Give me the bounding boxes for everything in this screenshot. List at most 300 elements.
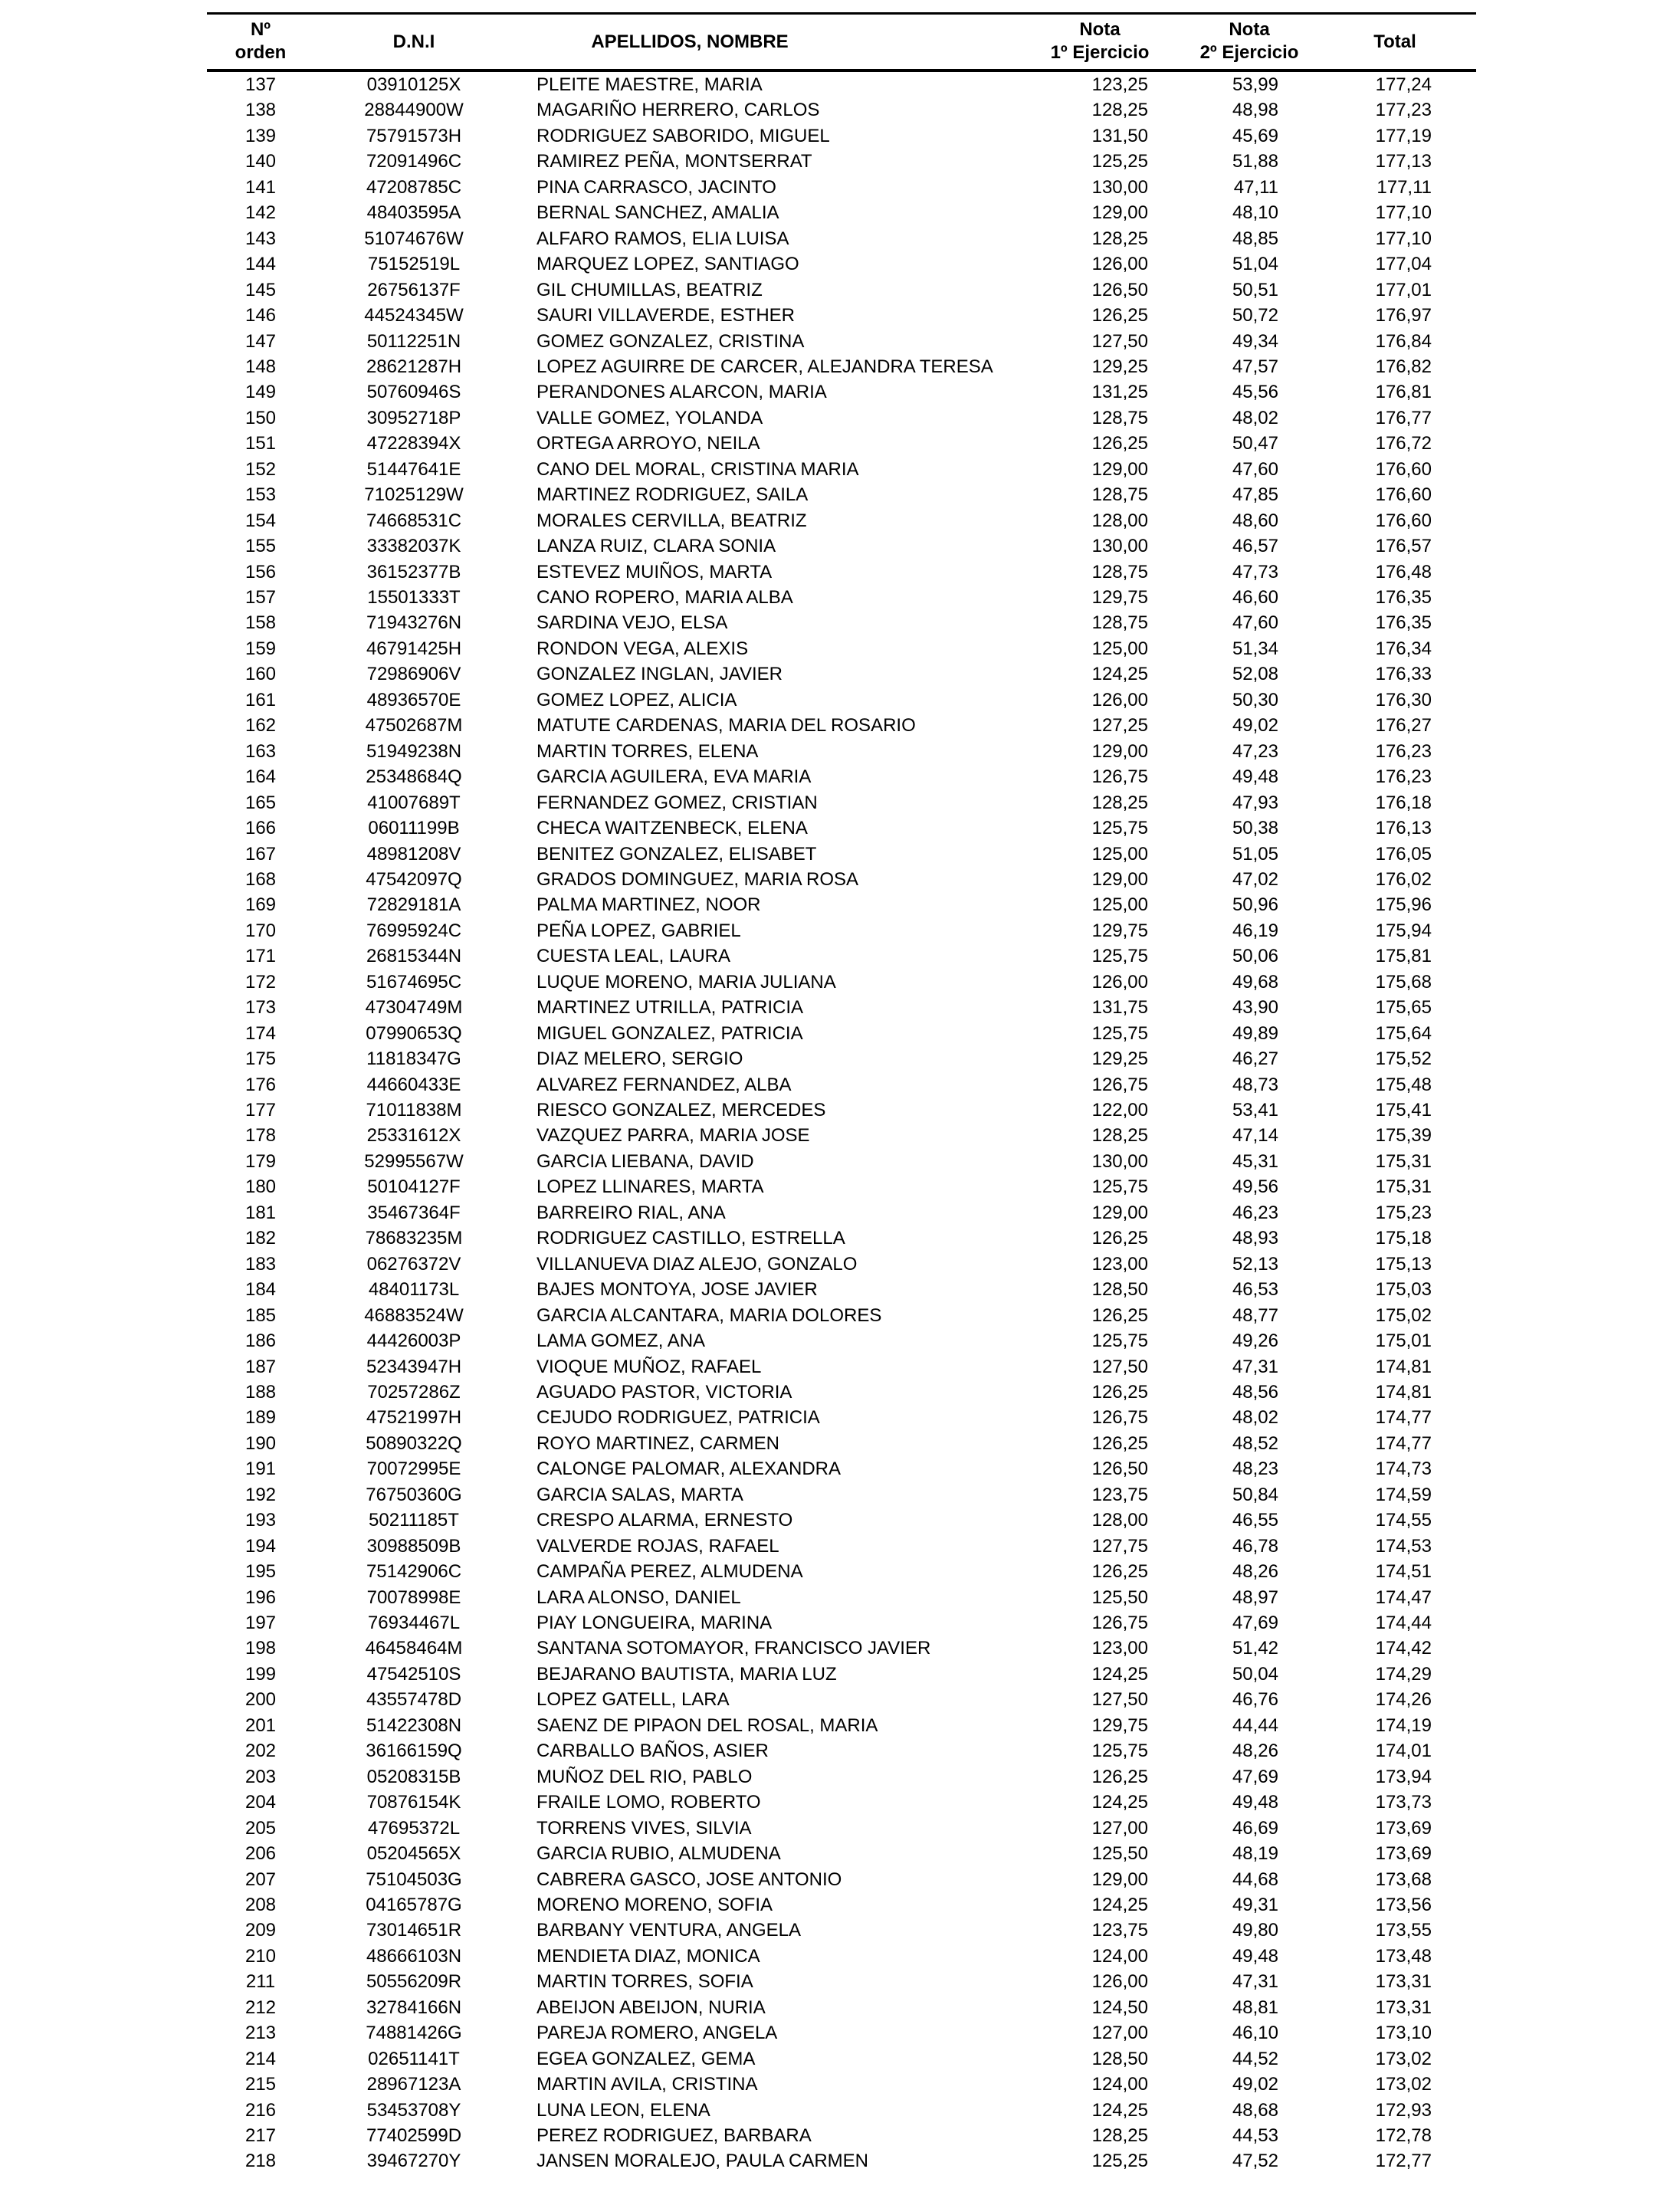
nota2-cell: 47,69 (1232, 1766, 1278, 1787)
nota1-cell: 126,25 (1091, 1432, 1148, 1454)
dni-cell: 33382037K (366, 536, 461, 557)
dni-cell: 47228394X (366, 433, 461, 454)
nota1-cell: 128,00 (1091, 1510, 1148, 1531)
nota1-cell: 125,75 (1091, 818, 1148, 839)
total-cell: 173,94 (1375, 1766, 1432, 1787)
nota2-cell: 47,31 (1232, 1971, 1278, 1993)
nota1-cell: 125,75 (1091, 1741, 1148, 1762)
total-cell: 175,94 (1375, 920, 1432, 941)
total-cell: 177,13 (1375, 151, 1432, 172)
total-cell: 176,60 (1375, 484, 1432, 506)
name-cell: GRADOS DOMINGUEZ, MARIA ROSA (536, 868, 859, 890)
name-cell: GARCIA AGUILERA, EVA MARIA (536, 766, 812, 788)
dni-cell: 28967123A (366, 2074, 461, 2095)
orden-cell: 211 (245, 1971, 276, 1993)
dni-cell: 07990653Q (366, 1022, 462, 1044)
total-cell: 176,81 (1375, 382, 1432, 403)
header-total: Total (1373, 31, 1416, 52)
table-row (0, 1969, 1680, 1994)
dni-cell: 74881426G (366, 2023, 462, 2044)
orden-cell: 190 (244, 1432, 277, 1454)
total-cell: 173,48 (1375, 1945, 1432, 1967)
total-cell: 175,02 (1375, 1304, 1432, 1326)
nota1-cell: 129,00 (1091, 740, 1148, 762)
name-cell: BARREIRO RIAL, ANA (536, 1202, 726, 1223)
dni-cell: 30988509B (366, 1535, 461, 1557)
total-cell: 176,82 (1375, 356, 1432, 377)
nota2-cell: 49,48 (1232, 766, 1278, 788)
name-cell: ALVAREZ FERNANDEZ, ALBA (536, 1074, 792, 1095)
nota1-cell: 127,00 (1091, 1817, 1148, 1839)
name-cell: LOPEZ LLINARES, MARTA (536, 1176, 764, 1198)
orden-cell: 194 (244, 1535, 277, 1557)
dni-cell: 44426003P (366, 1330, 461, 1352)
table-row (0, 1892, 1680, 1918)
total-cell: 174,77 (1375, 1407, 1432, 1429)
orden-cell: 192 (244, 1484, 277, 1505)
nota1-cell: 126,00 (1091, 689, 1148, 710)
name-cell: BENITEZ GONZALEZ, ELISABET (536, 843, 817, 865)
nota2-cell: 49,31 (1232, 1894, 1278, 1915)
nota1-cell: 129,25 (1091, 356, 1148, 377)
name-cell: RODRIGUEZ SABORIDO, MIGUEL (536, 125, 830, 146)
nota1-cell: 124,25 (1091, 1792, 1148, 1813)
orden-cell: 196 (244, 1586, 277, 1608)
nota2-cell: 47,23 (1232, 740, 1278, 762)
orden-cell: 174 (244, 1022, 277, 1044)
nota1-cell: 126,25 (1091, 1304, 1148, 1326)
table-row (0, 1636, 1680, 1661)
name-cell: GOMEZ LOPEZ, ALICIA (536, 689, 737, 710)
dni-cell: 74668531C (366, 510, 462, 531)
nota1-cell: 123,25 (1091, 74, 1148, 95)
nota2-cell: 44,53 (1232, 2125, 1278, 2146)
nota2-cell: 48,77 (1232, 1304, 1278, 1326)
nota2-cell: 48,23 (1232, 1458, 1278, 1480)
nota1-cell: 125,75 (1091, 946, 1148, 967)
dni-cell: 44660433E (366, 1074, 461, 1095)
dni-cell: 48403595A (366, 202, 461, 224)
orden-cell: 179 (244, 1150, 277, 1172)
total-cell: 173,31 (1375, 1971, 1432, 1993)
orden-cell: 169 (244, 894, 277, 916)
nota1-cell: 126,25 (1091, 1228, 1148, 1249)
nota1-cell: 124,25 (1091, 1663, 1148, 1685)
dni-cell: 25331612X (366, 1125, 461, 1147)
dni-cell: 46883524W (364, 1304, 464, 1326)
nota2-cell: 46,23 (1232, 1202, 1278, 1223)
dni-cell: 72829181A (366, 894, 461, 916)
name-cell: LOPEZ GATELL, LARA (536, 1689, 730, 1711)
orden-cell: 147 (244, 330, 277, 352)
total-cell: 173,56 (1375, 1894, 1432, 1915)
dni-cell: 70876154K (366, 1792, 461, 1813)
dni-cell: 06276372V (366, 1253, 461, 1275)
table-row (0, 2046, 1680, 2072)
total-cell: 172,78 (1375, 2125, 1432, 2146)
total-cell: 177,10 (1375, 228, 1432, 249)
name-cell: CANO ROPERO, MARIA ALBA (536, 587, 793, 608)
orden-cell: 215 (244, 2074, 277, 2095)
nota2-cell: 52,13 (1232, 1253, 1278, 1275)
nota1-cell: 126,75 (1091, 1613, 1148, 1633)
total-cell: 176,72 (1375, 433, 1432, 454)
nota1-cell: 126,75 (1091, 1074, 1148, 1095)
nota2-cell: 45,31 (1232, 1150, 1278, 1172)
header-orden (222, 18, 299, 64)
orden-cell: 204 (244, 1792, 277, 1813)
name-cell: GARCIA ALCANTARA, MARIA DOLORES (536, 1304, 882, 1326)
header-nombre: APELLIDOS, NOMBRE (591, 31, 789, 52)
nota2-cell: 47,14 (1232, 1125, 1278, 1147)
orden-cell: 191 (244, 1458, 277, 1480)
nota1-cell: 128,25 (1091, 1125, 1148, 1147)
dni-cell: 78683235M (365, 1228, 463, 1249)
nota1-cell: 130,00 (1091, 536, 1148, 557)
total-cell: 176,97 (1375, 305, 1432, 326)
total-cell: 175,48 (1375, 1074, 1432, 1095)
table-row (0, 764, 1680, 789)
nota2-cell: 48,97 (1232, 1586, 1278, 1608)
name-cell: MIGUEL GONZALEZ, PATRICIA (536, 1022, 803, 1044)
orden-cell: 150 (244, 407, 277, 428)
orden-cell: 206 (244, 1843, 277, 1865)
total-cell: 175,65 (1375, 997, 1432, 1019)
total-cell: 175,23 (1375, 1202, 1432, 1223)
table-row (0, 329, 1680, 354)
nota1-cell: 126,25 (1091, 1766, 1148, 1787)
name-cell: LANZA RUIZ, CLARA SONIA (536, 536, 776, 557)
dni-cell: 76995924C (366, 920, 462, 941)
name-cell: RIESCO GONZALEZ, MERCEDES (536, 1100, 826, 1120)
total-cell: 176,02 (1375, 868, 1432, 890)
total-cell: 174,42 (1375, 1638, 1432, 1659)
orden-cell: 173 (244, 997, 277, 1019)
nota1-cell: 128,00 (1091, 510, 1148, 531)
name-cell: PINA CARRASCO, JACINTO (536, 176, 776, 198)
orden-cell: 186 (244, 1330, 277, 1352)
nota2-cell: 44,52 (1232, 2048, 1278, 2069)
nota2-cell: 49,48 (1232, 1945, 1278, 1967)
nota1-cell: 125,75 (1091, 1330, 1148, 1352)
nota2-cell: 46,55 (1232, 1510, 1278, 1531)
name-cell: SARDINA VEJO, ELSA (536, 612, 728, 634)
total-cell: 173,73 (1375, 1792, 1432, 1813)
dni-cell: 75152519L (367, 254, 461, 275)
name-cell: LUQUE MORENO, MARIA JULIANA (536, 971, 836, 993)
nota1-cell: 123,75 (1091, 1920, 1148, 1941)
total-cell: 176,30 (1375, 689, 1432, 710)
dni-cell: 77402599D (366, 2125, 462, 2146)
name-cell: MATUTE CARDENAS, MARIA DEL ROSARIO (536, 715, 916, 737)
nota2-cell: 48,85 (1232, 228, 1278, 249)
orden-cell: 195 (244, 1561, 277, 1583)
nota1-cell: 123,00 (1091, 1638, 1148, 1659)
nota2-cell: 49,02 (1232, 715, 1278, 737)
dni-cell: 47502687M (365, 715, 463, 737)
name-cell: VALLE GOMEZ, YOLANDA (536, 407, 763, 428)
name-cell: SAURI VILLAVERDE, ESTHER (536, 305, 795, 326)
nota2-cell: 47,31 (1232, 1356, 1278, 1377)
dni-cell: 52995567W (364, 1150, 464, 1172)
dni-cell: 15501333T (367, 587, 461, 608)
name-cell: MARQUEZ LOPEZ, SANTIAGO (536, 254, 799, 275)
orden-cell: 162 (244, 715, 277, 737)
header-nota2-line1: Nota (1229, 19, 1270, 40)
orden-cell: 202 (244, 1741, 277, 1762)
orden-cell: 161 (244, 689, 277, 710)
total-cell: 177,11 (1376, 176, 1432, 198)
orden-cell: 183 (244, 1253, 277, 1275)
total-cell: 174,19 (1375, 1714, 1432, 1736)
orden-cell: 189 (244, 1407, 277, 1429)
nota2-cell: 46,78 (1232, 1535, 1278, 1557)
nota1-cell: 125,50 (1091, 1586, 1148, 1608)
nota2-cell: 48,60 (1232, 510, 1278, 531)
nota2-cell: 50,51 (1232, 279, 1278, 300)
nota1-cell: 125,25 (1091, 151, 1148, 172)
table-row (0, 431, 1680, 456)
total-cell: 177,04 (1375, 254, 1432, 275)
dni-cell: 25348684Q (366, 766, 462, 788)
orden-cell: 210 (244, 1945, 277, 1967)
nota1-cell: 126,75 (1091, 1407, 1148, 1429)
total-cell: 173,02 (1375, 2048, 1432, 2069)
total-cell: 176,33 (1375, 664, 1432, 685)
nota2-cell: 49,26 (1232, 1330, 1278, 1352)
orden-cell: 145 (244, 279, 277, 300)
name-cell: CALONGE PALOMAR, ALEXANDRA (536, 1458, 842, 1480)
nota2-cell: 48,26 (1232, 1561, 1278, 1583)
dni-cell: 47695372L (367, 1817, 461, 1839)
total-cell: 176,84 (1375, 330, 1432, 352)
name-cell: GONZALEZ INGLAN, JAVIER (536, 664, 783, 685)
name-cell: CUESTA LEAL, LAURA (536, 946, 730, 967)
nota2-cell: 51,34 (1232, 638, 1278, 659)
orden-cell: 216 (244, 2099, 277, 2121)
dni-cell: 39467270Y (366, 2151, 461, 2172)
orden-cell: 168 (244, 868, 277, 890)
total-cell: 176,05 (1375, 843, 1432, 865)
total-cell: 174,51 (1375, 1561, 1432, 1583)
table-row (0, 303, 1680, 328)
table-row (0, 1738, 1680, 1764)
nota2-cell: 48,02 (1232, 1407, 1278, 1429)
nota1-cell: 128,50 (1091, 1279, 1148, 1301)
orden-cell: 200 (244, 1689, 277, 1711)
nota1-cell: 131,50 (1091, 125, 1148, 146)
nota2-cell: 51,05 (1232, 843, 1278, 865)
orden-cell: 188 (244, 1381, 277, 1403)
orden-cell: 207 (244, 1869, 277, 1890)
total-cell: 172,77 (1375, 2151, 1432, 2172)
total-cell: 176,23 (1375, 766, 1432, 788)
dni-cell: 71025129W (364, 484, 464, 506)
nota2-cell: 50,38 (1232, 818, 1278, 839)
total-cell: 176,27 (1375, 715, 1432, 737)
orden-cell: 153 (244, 484, 277, 506)
nota2-cell: 50,30 (1232, 689, 1278, 710)
nota1-cell: 125,00 (1091, 843, 1148, 865)
dni-cell: 50556209R (366, 1971, 462, 1993)
table-row (0, 1098, 1680, 1123)
nota1-cell: 123,75 (1091, 1484, 1148, 1505)
nota2-cell: 47,85 (1232, 484, 1278, 506)
table-row (0, 2123, 1680, 2148)
nota1-cell: 128,25 (1091, 228, 1148, 249)
orden-cell: 184 (244, 1279, 277, 1301)
dni-cell: 48936570E (366, 689, 461, 710)
name-cell: MORENO MORENO, SOFIA (536, 1894, 773, 1915)
orden-cell: 178 (244, 1125, 277, 1147)
nota1-cell: 128,25 (1091, 100, 1148, 121)
name-cell: MUÑOZ DEL RIO, PABLO (536, 1766, 753, 1787)
table-row (0, 277, 1680, 303)
dni-cell: 30952718P (366, 407, 461, 428)
orden-cell: 160 (244, 664, 277, 685)
table-row (0, 72, 1680, 97)
nota1-cell: 125,75 (1091, 1176, 1148, 1198)
nota1-cell: 125,00 (1091, 894, 1148, 916)
dni-cell: 75142906C (366, 1561, 462, 1583)
nota1-cell: 129,00 (1091, 1202, 1148, 1223)
orden-cell: 137 (244, 74, 277, 95)
dni-cell: 50890322Q (366, 1432, 462, 1454)
table-row (0, 1174, 1680, 1199)
name-cell: DIAZ MELERO, SERGIO (536, 1048, 743, 1070)
name-cell: AGUADO PASTOR, VICTORIA (536, 1381, 792, 1403)
name-cell: PAREJA ROMERO, ANGELA (536, 2023, 778, 2044)
name-cell: LUNA LEON, ELENA (536, 2099, 710, 2121)
table-row (0, 918, 1680, 943)
total-cell: 174,55 (1375, 1510, 1432, 1531)
orden-cell: 181 (244, 1202, 277, 1223)
orden-cell: 146 (244, 305, 277, 326)
dni-cell: 36152377B (366, 561, 461, 582)
total-cell: 176,57 (1375, 536, 1432, 557)
dni-cell: 26815344N (366, 946, 462, 967)
orden-cell: 185 (244, 1304, 277, 1326)
nota1-cell: 123,00 (1091, 1253, 1148, 1275)
orden-cell: 218 (244, 2151, 277, 2172)
total-cell: 173,02 (1375, 2074, 1432, 2095)
table-row (0, 1303, 1680, 1328)
orden-cell: 165 (244, 792, 277, 813)
total-cell: 177,24 (1375, 74, 1432, 95)
table-row (0, 1123, 1680, 1148)
total-cell: 176,13 (1375, 818, 1432, 839)
nota2-cell: 48,98 (1232, 100, 1278, 121)
total-cell: 175,31 (1375, 1176, 1432, 1198)
nota1-cell: 128,25 (1091, 792, 1148, 813)
name-cell: TORRENS VIVES, SILVIA (536, 1817, 752, 1839)
nota2-cell: 44,68 (1232, 1869, 1278, 1890)
nota1-cell: 126,00 (1091, 254, 1148, 275)
nota2-cell: 46,27 (1232, 1048, 1278, 1070)
name-cell: ABEIJON ABEIJON, NURIA (536, 1996, 766, 2018)
dni-cell: 41007689T (367, 792, 461, 813)
table-row (0, 123, 1680, 149)
dni-cell: 72091496C (366, 151, 462, 172)
name-cell: ALFARO RAMOS, ELIA LUISA (536, 228, 789, 249)
total-cell: 175,01 (1375, 1330, 1432, 1352)
total-cell: 174,47 (1375, 1586, 1432, 1608)
dni-cell: 72986906V (366, 664, 461, 685)
table-row (0, 2148, 1680, 2174)
header-dni: D.N.I (392, 31, 435, 52)
dni-cell: 05208315B (366, 1766, 461, 1787)
nota1-cell: 130,00 (1091, 176, 1148, 198)
table-row (0, 1713, 1680, 1738)
name-cell: GARCIA LIEBANA, DAVID (536, 1150, 754, 1172)
nota2-cell: 46,57 (1232, 536, 1278, 557)
nota1-cell: 125,00 (1091, 638, 1148, 659)
table-row (0, 149, 1680, 174)
total-cell: 174,77 (1375, 1432, 1432, 1454)
orden-cell: 139 (244, 125, 277, 146)
dni-cell: 35467364F (367, 1202, 461, 1223)
dni-cell: 02651141T (368, 2048, 460, 2069)
name-cell: PEREZ RODRIGUEZ, BARBARA (536, 2125, 812, 2146)
nota1-cell: 129,00 (1091, 202, 1148, 224)
dni-cell: 71011838M (366, 1100, 462, 1120)
name-cell: RODRIGUEZ CASTILLO, ESTRELLA (536, 1228, 845, 1249)
nota2-cell: 51,88 (1232, 151, 1278, 172)
nota1-cell: 124,00 (1091, 2074, 1148, 2095)
orden-cell: 175 (244, 1048, 277, 1070)
nota1-cell: 124,25 (1091, 1894, 1148, 1915)
table-row (0, 1431, 1680, 1456)
table-row (0, 1380, 1680, 1405)
dni-cell: 47542510S (366, 1663, 461, 1685)
dni-cell: 76934467L (367, 1613, 461, 1633)
orden-cell: 149 (244, 382, 277, 403)
name-cell: PEÑA LOPEZ, GABRIEL (536, 920, 741, 941)
nota1-cell: 129,75 (1091, 920, 1148, 941)
nota1-cell: 127,25 (1091, 715, 1148, 737)
table-row (0, 97, 1680, 123)
total-cell: 175,96 (1375, 894, 1432, 916)
orden-cell: 159 (244, 638, 277, 659)
total-cell: 174,81 (1375, 1381, 1432, 1403)
total-cell: 176,48 (1375, 561, 1432, 582)
nota2-cell: 48,02 (1232, 407, 1278, 428)
total-cell: 175,52 (1375, 1048, 1432, 1070)
nota1-cell: 126,00 (1091, 1971, 1148, 1993)
nota1-cell: 125,50 (1091, 1843, 1148, 1865)
nota2-cell: 49,34 (1232, 330, 1278, 352)
orden-cell: 205 (244, 1817, 277, 1839)
nota2-cell: 46,69 (1232, 1817, 1278, 1839)
orden-cell: 143 (244, 228, 277, 249)
nota2-cell: 47,60 (1232, 458, 1278, 480)
orden-cell: 154 (244, 510, 277, 531)
dni-cell: 28621287H (366, 356, 462, 377)
table-row (0, 1354, 1680, 1380)
dni-cell: 36166159Q (366, 1741, 462, 1762)
name-cell: FRAILE LOMO, ROBERTO (536, 1792, 761, 1813)
table-row (0, 226, 1680, 251)
nota1-cell: 126,25 (1091, 433, 1148, 454)
table-row (0, 1662, 1680, 1687)
nota2-cell: 49,56 (1232, 1176, 1278, 1198)
name-cell: ORTEGA ARROYO, NEILA (536, 433, 760, 454)
dni-cell: 50112251N (366, 330, 461, 352)
orden-cell: 197 (244, 1613, 277, 1633)
nota2-cell: 43,90 (1232, 997, 1278, 1019)
nota2-cell: 49,80 (1232, 1920, 1278, 1941)
dni-cell: 48666103N (366, 1945, 462, 1967)
